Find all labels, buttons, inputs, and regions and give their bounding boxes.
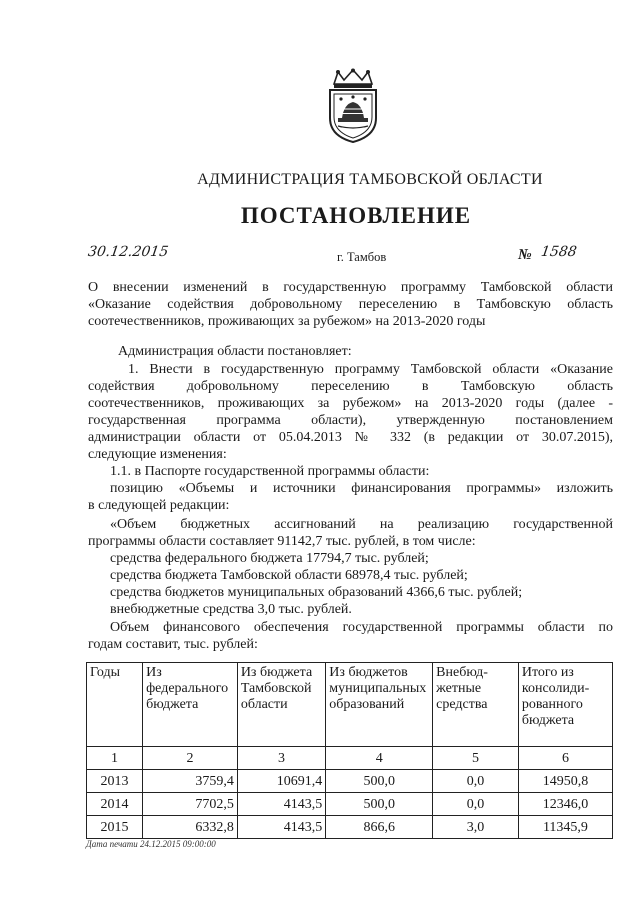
table-cell: 12346,0: [518, 793, 612, 816]
table-cell: 7702,5: [143, 793, 238, 816]
table-cell: 2015: [87, 816, 143, 839]
table-cell: 4143,5: [237, 793, 325, 816]
volume-paragraph: [88, 619, 613, 653]
table-cell: 500,0: [326, 793, 433, 816]
table-row: [87, 770, 613, 793]
item1-line: следующие изменения:: [88, 447, 227, 462]
table-cell: 2014: [87, 793, 143, 816]
funding-item: средства бюджета Тамбовской области 68978,4 тыс. рублей;: [110, 568, 468, 583]
table-cell: 6: [518, 747, 612, 770]
organization-name: АДМИНИСТРАЦИЯ ТАМБОВСКОЙ ОБЛАСТИ: [197, 171, 543, 188]
document-city: г. Тамбов: [337, 250, 387, 264]
table-header-cell: Итого из консолиди-рованного бюджета: [518, 663, 612, 747]
title-line: О внесении изменений в государственную программу Тамбовской области: [88, 280, 613, 295]
position-line: позицию «Объемы и источники финансирования программы» изложить: [110, 481, 613, 496]
table-cell: 4: [326, 747, 433, 770]
table-header-row: [87, 663, 613, 747]
table-cell: 3: [237, 747, 325, 770]
funding-item: средства бюджетов муниципальных образований 4366,6 тыс. рублей;: [110, 585, 523, 600]
budget-paragraph: [88, 516, 613, 550]
table-cell: 11345,9: [518, 816, 612, 839]
volume-line: годам составит, тыс. рублей:: [88, 637, 258, 652]
funding-list: [88, 550, 613, 618]
budget-line: «Объем бюджетных ассигнований на реализацию государственной: [110, 517, 613, 532]
table-cell: 1: [87, 747, 143, 770]
item-1-paragraph: [88, 361, 613, 463]
item-1-1-paragraph: 1.1. в Паспорте государственной программы области:: [110, 464, 430, 479]
table-cell: 500,0: [326, 770, 433, 793]
table-header-cell: Из бюджета Тамбовской области: [237, 663, 325, 747]
funding-item: средства федерального бюджета 17794,7 тыс. рублей;: [110, 551, 429, 566]
intro-paragraph: Администрация области постановляет:: [118, 344, 352, 359]
item1-line: администрации области от 05.04.2013 № 332 (в редакции от 30.07.2015),: [88, 430, 613, 445]
table-cell: 0,0: [433, 793, 519, 816]
table-cell: 5: [433, 747, 519, 770]
item1-line: 1. Внести в государственную программу Тамбовской области «Оказание: [128, 362, 613, 377]
table-index-row: [87, 747, 613, 770]
financing-table: [86, 662, 613, 839]
position-paragraph: [88, 480, 613, 514]
table-cell: 2013: [87, 770, 143, 793]
item1-line: государственная программа области), утвержденную постановлением: [88, 413, 613, 428]
table-cell: 866,6: [326, 816, 433, 839]
table-header-cell: Годы: [87, 663, 143, 747]
position-line: в следующей редакции:: [88, 498, 230, 513]
table-header-cell: Из бюджетов муниципальных образований: [326, 663, 433, 747]
table-cell: 10691,4: [237, 770, 325, 793]
title-line: «Оказание содействия добровольному переселению в Тамбовскую область: [88, 297, 613, 312]
table-cell: 3,0: [433, 816, 519, 839]
coat-of-arms-icon: [324, 68, 382, 144]
table-row: [87, 793, 613, 816]
item1-line: соотечественников, проживающих за рубежом» на 2013-2020 годы (далее -: [88, 396, 613, 411]
volume-line: Объем финансового обеспечения государственной программы области по: [110, 620, 613, 635]
document-number: 1588: [539, 244, 578, 260]
document-type: ПОСТАНОВЛЕНИЕ: [240, 203, 472, 228]
table-cell: 4143,5: [237, 816, 325, 839]
table-header-cell: Из федерального бюджета: [143, 663, 238, 747]
title-line: соотечественников, проживающих за рубежом» на 2013-2020 годы: [88, 314, 486, 329]
table-row: [87, 816, 613, 839]
funding-item: внебюджетные средства 3,0 тыс. рублей.: [110, 602, 352, 617]
table-cell: 2: [143, 747, 238, 770]
document-title: [88, 279, 613, 330]
item1-line: содействия добровольному переселению в Тамбовскую область: [88, 379, 613, 394]
table-cell: 14950,8: [518, 770, 612, 793]
document-date: 30.12.2015: [86, 244, 170, 260]
print-date: Дата печати 24.12.2015 09:00:00: [86, 839, 216, 849]
table-cell: 0,0: [433, 770, 519, 793]
table-header-cell: Внебюд-жетные средства: [433, 663, 519, 747]
table-cell: 3759,4: [143, 770, 238, 793]
budget-line: программы области составляет 91142,7 тыс. рублей, в том числе:: [88, 534, 476, 549]
number-label: №: [518, 247, 532, 263]
table-cell: 6332,8: [143, 816, 238, 839]
